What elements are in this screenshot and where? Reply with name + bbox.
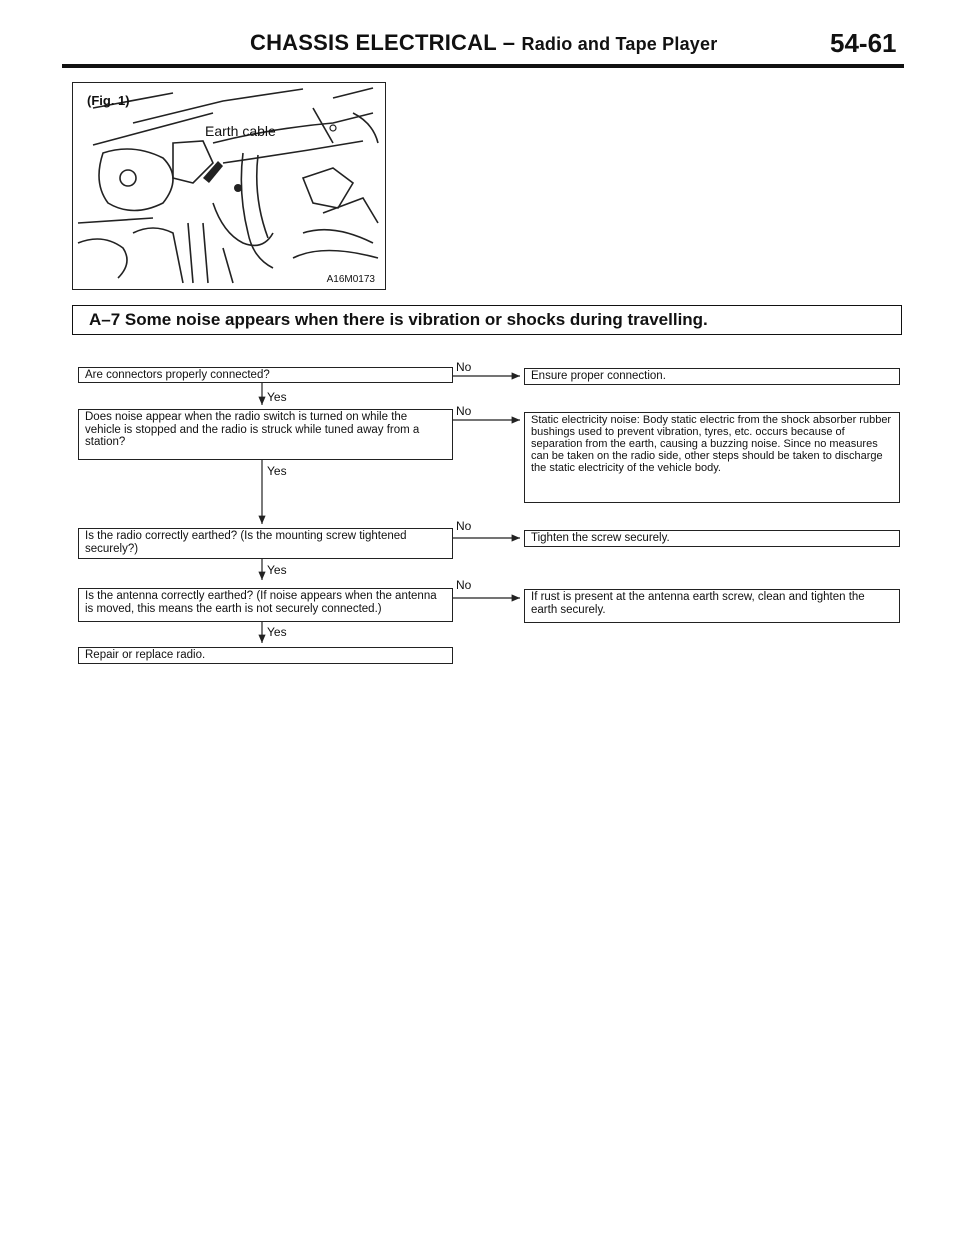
- action-clean-antenna-earth: If rust is present at the antenna earth screw, clean and tighten the earth securely.: [524, 589, 900, 623]
- action-ensure-connection: Ensure proper connection.: [524, 368, 900, 385]
- action-static-noise: Static electricity noise: Body static electric from the shock absorber rubber bushings used to prevent vibration, tyres, etc. occurs because of separation from the earth, causing a buzzing noise. Since no measures can be taken on the radio side, other steps should be taken to discharge the static electricity of the vehicle body.: [524, 412, 900, 503]
- header-title-main: CHASSIS ELECTRICAL –: [250, 30, 516, 55]
- yes-label: Yes: [267, 625, 287, 639]
- header-title-sub: Radio and Tape Player: [521, 34, 718, 54]
- no-label: No: [456, 404, 472, 418]
- final-repair-replace: Repair or replace radio.: [78, 647, 453, 664]
- question-antenna-earthed: Is the antenna correctly earthed? (If noise appears when the antenna is moved, this means the earth is not securely connected.): [78, 588, 453, 622]
- no-label: No: [456, 578, 472, 592]
- question-radio-earthed: Is the radio correctly earthed? (Is the mounting screw tightened securely?): [78, 528, 453, 559]
- yes-label: Yes: [267, 464, 287, 478]
- figure-label: (Fig. 1): [87, 93, 130, 108]
- no-label: No: [456, 519, 472, 533]
- section-title: A–7 Some noise appears when there is vibration or shocks during travelling.: [89, 310, 708, 329]
- question-connectors: Are connectors properly connected?: [78, 367, 453, 383]
- yes-label: Yes: [267, 563, 287, 577]
- no-label: No: [456, 360, 472, 374]
- page-number: 54-61: [830, 28, 897, 58]
- figure-code: A16M0173: [326, 274, 375, 285]
- action-tighten-screw: Tighten the screw securely.: [524, 530, 900, 547]
- question-radio-struck: Does noise appear when the radio switch is turned on while the vehicle is stopped and the radio is struck while tuned away from a station?: [78, 409, 453, 460]
- yes-label: Yes: [267, 390, 287, 404]
- figure-callout-earth-cable: Earth cable: [205, 123, 276, 139]
